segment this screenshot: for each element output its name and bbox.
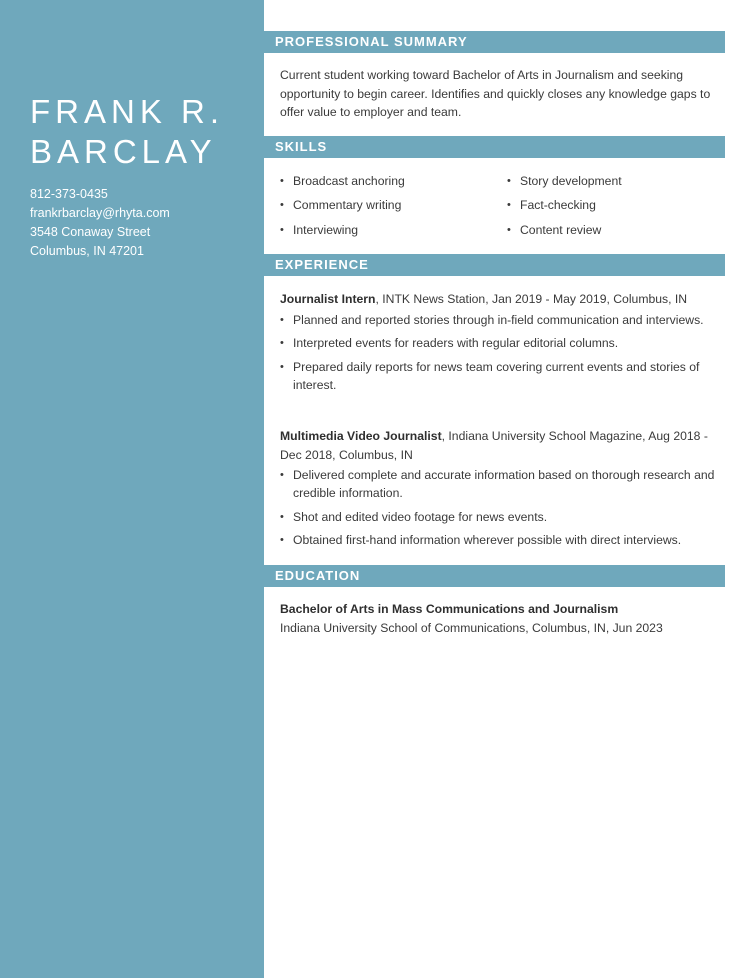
job-header <box>280 427 725 464</box>
job-bullet: • Obtained first-hand information wherever possible with direct interviews. <box>280 531 725 549</box>
job-bullet: • Delivered complete and accurate information based on thorough research and credible information. <box>280 466 725 503</box>
first-name: FRANK R. <box>30 93 225 130</box>
last-name: BARCLAY <box>30 133 217 170</box>
contact-info <box>30 185 170 261</box>
job-title: Journalist Intern <box>280 292 376 306</box>
job-bullet: • Shot and edited video footage for news events. <box>280 508 725 526</box>
sidebar <box>0 0 264 978</box>
experience-heading: EXPERIENCE <box>264 254 725 276</box>
summary-heading: PROFESSIONAL SUMMARY <box>264 31 725 53</box>
skill-item: • Content review <box>507 221 717 239</box>
education-heading: EDUCATION <box>264 565 725 587</box>
skill-item: • Broadcast anchoring <box>280 172 500 190</box>
job-bullet: • Planned and reported stories through in-field communication and interviews. <box>280 311 725 329</box>
summary-text: Current student working toward Bachelor of Arts in Journalism and seeking opportunity to begin career. Identifies and quickly closes any knowledge gaps to offer value to employer and team. <box>280 68 711 120</box>
job-bullets <box>280 466 725 555</box>
job-header <box>280 290 725 309</box>
skill-item: • Interviewing <box>280 221 500 239</box>
job-bullets <box>280 311 725 400</box>
job-bullet: • Interpreted events for readers with regular editorial columns. <box>280 334 725 352</box>
skill-item: • Commentary writing <box>280 196 500 214</box>
degree: Bachelor of Arts in Mass Communications and Journalism <box>280 602 619 616</box>
city-address: Columbus, IN 47201 <box>30 244 144 258</box>
skill-item: • Fact-checking <box>507 196 717 214</box>
skills-list-right <box>507 172 717 245</box>
skills-heading: SKILLS <box>264 136 725 158</box>
phone: 812-373-0435 <box>30 187 108 201</box>
candidate-name <box>30 92 260 172</box>
job-details: , INTK News Station, Jan 2019 - May 2019, Columbus, IN <box>375 292 688 306</box>
job-title: Multimedia Video Journalist <box>280 429 442 443</box>
skills-list-left <box>280 172 500 245</box>
email: frankrbarclay@rhyta.com <box>30 206 170 220</box>
education-entry <box>280 600 725 637</box>
job-bullet: • Prepared daily reports for news team covering current events and stories of interest. <box>280 358 725 395</box>
skill-item: • Story development <box>507 172 717 190</box>
street-address: 3548 Conaway Street <box>30 225 151 239</box>
school: Indiana University School of Communications, Columbus, IN, Jun 2023 <box>280 620 663 635</box>
job-details: , Indiana University School Magazine, Aug 2018 - Dec 2018, Columbus, IN <box>280 429 708 462</box>
